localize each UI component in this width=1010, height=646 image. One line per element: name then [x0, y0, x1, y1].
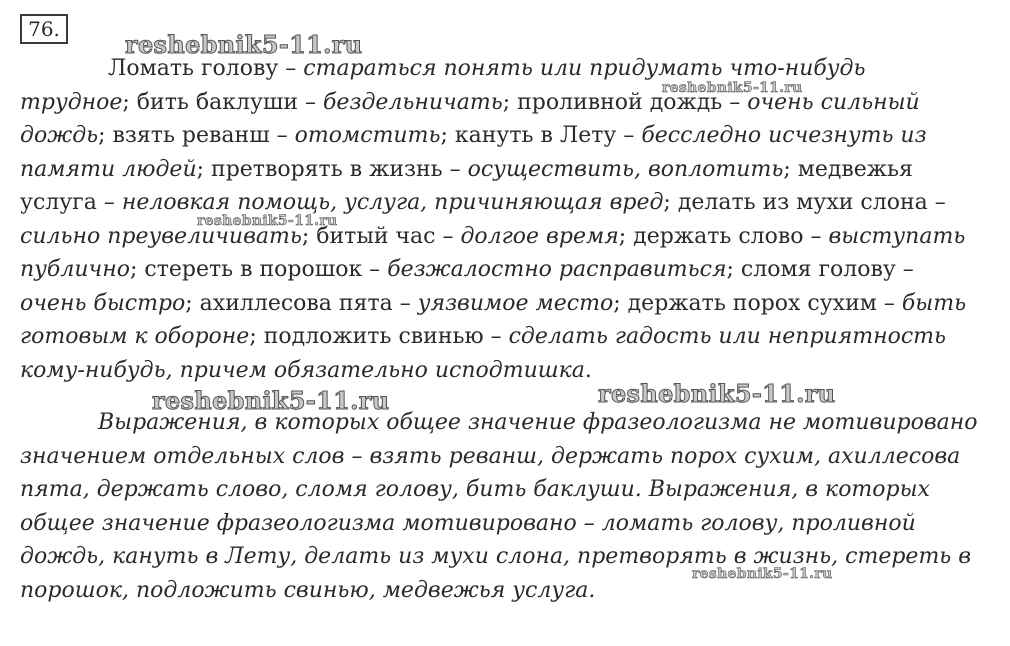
- definition-text: неловкая помощь, услуга, причиняющая вред: [121, 190, 664, 215]
- definition-text: долгое время: [460, 223, 619, 249]
- conclusion-text: Выражения, в которых общее значение фразеологизма не мотивировано: [98, 410, 978, 435]
- paragraph-definitions: [20, 52, 1005, 387]
- idiom-text: ; медвежья: [783, 156, 913, 182]
- idiom-text: ; сломя голову –: [726, 257, 914, 282]
- idiom-text: ; взять реванш –: [98, 123, 295, 148]
- definition-text: быть: [901, 290, 967, 316]
- paragraph-conclusion: [20, 406, 1005, 607]
- definition-text: сильно преувеличивать: [20, 223, 302, 249]
- definition-text: кому-нибудь, причем обязательно исподтишка: [20, 357, 585, 383]
- definition-text: бездельничать: [323, 89, 503, 115]
- idiom-text: ; держать порох сухим –: [613, 290, 902, 316]
- text-line: [20, 473, 1005, 507]
- idiom-text: ; ахиллесова пята –: [185, 290, 418, 316]
- conclusion-text: дождь, кануть в Лету, делать из мухи слона, претворять в жизнь, стереть в: [20, 544, 972, 569]
- idiom-text: Ломать голову –: [108, 56, 304, 81]
- idiom-text: ; держать слово –: [618, 223, 829, 249]
- text-line: [20, 406, 1005, 440]
- definition-text: отомстить: [294, 123, 441, 148]
- text-line: [20, 220, 1005, 254]
- text-line: [20, 52, 1005, 86]
- text-line: [20, 507, 1005, 541]
- definition-text: дождь: [20, 123, 99, 148]
- text-line: [20, 440, 1005, 474]
- idiom-text: ; стереть в порошок –: [129, 257, 388, 282]
- text-line: [20, 86, 1005, 120]
- definition-text: уязвимое место: [417, 290, 614, 316]
- idiom-text: ; претворять в жизнь –: [196, 156, 468, 182]
- text-line: [20, 119, 1005, 153]
- idiom-text: ; проливной дождь –: [502, 89, 748, 115]
- definition-text: осуществить, воплотить: [467, 156, 784, 182]
- definition-text: очень сильный: [747, 89, 920, 115]
- text-line: [20, 186, 1005, 220]
- text-line: [20, 540, 1005, 574]
- idiom-text: услуга –: [20, 190, 122, 215]
- idiom-text: ; битый час –: [301, 223, 461, 249]
- watermark: reshebnik5-11.ru: [692, 566, 833, 582]
- definition-text: памяти людей: [20, 156, 197, 182]
- definition-text: очень быстро: [20, 290, 186, 316]
- conclusion-text: порошок, подложить свинью, медвежья услуга.: [20, 577, 596, 603]
- text-line: [20, 320, 1005, 354]
- watermark: reshebnik5-11.ru: [125, 30, 363, 59]
- exercise-number: 76.: [20, 14, 68, 44]
- definition-text: готовым к обороне: [20, 324, 250, 349]
- watermark: reshebnik5-11.ru: [152, 386, 390, 415]
- text-line: [20, 253, 1005, 287]
- conclusion-text: общее значение фразеологизма мотивировано – ломать голову, проливной: [20, 510, 916, 536]
- definition-text: безжалостно расправиться: [387, 257, 727, 282]
- conclusion-text: значением отдельных слов – взять реванш, держать порох сухим, ахиллесова: [20, 443, 961, 469]
- definition-text: сделать гадость или неприятность: [508, 324, 947, 349]
- idiom-text: .: [584, 357, 592, 383]
- watermark: reshebnik5-11.ru: [598, 379, 836, 408]
- text-line: [20, 574, 1005, 608]
- definition-text: публично: [20, 257, 130, 282]
- definition-text: бесследно исчезнуть из: [641, 123, 927, 148]
- definition-text: выступать: [828, 223, 966, 249]
- idiom-text: ; подложить свинью –: [249, 324, 509, 349]
- watermark: reshebnik5-11.ru: [197, 213, 338, 229]
- definition-text: стараться понять или придумать что-нибудь: [303, 56, 866, 81]
- idiom-text: ; делать из мухи слона –: [663, 190, 946, 215]
- watermark: reshebnik5-11.ru: [662, 80, 803, 96]
- idiom-text: ; бить баклуши –: [122, 89, 323, 115]
- text-line: [20, 153, 1005, 187]
- idiom-text: ; кануть в Лету –: [440, 123, 642, 148]
- conclusion-text: пята, держать слово, сломя голову, бить баклуши. Выражения, в которых: [20, 477, 930, 502]
- text-line: [20, 287, 1005, 321]
- text-line: [20, 354, 1005, 388]
- definition-text: трудное: [20, 89, 123, 115]
